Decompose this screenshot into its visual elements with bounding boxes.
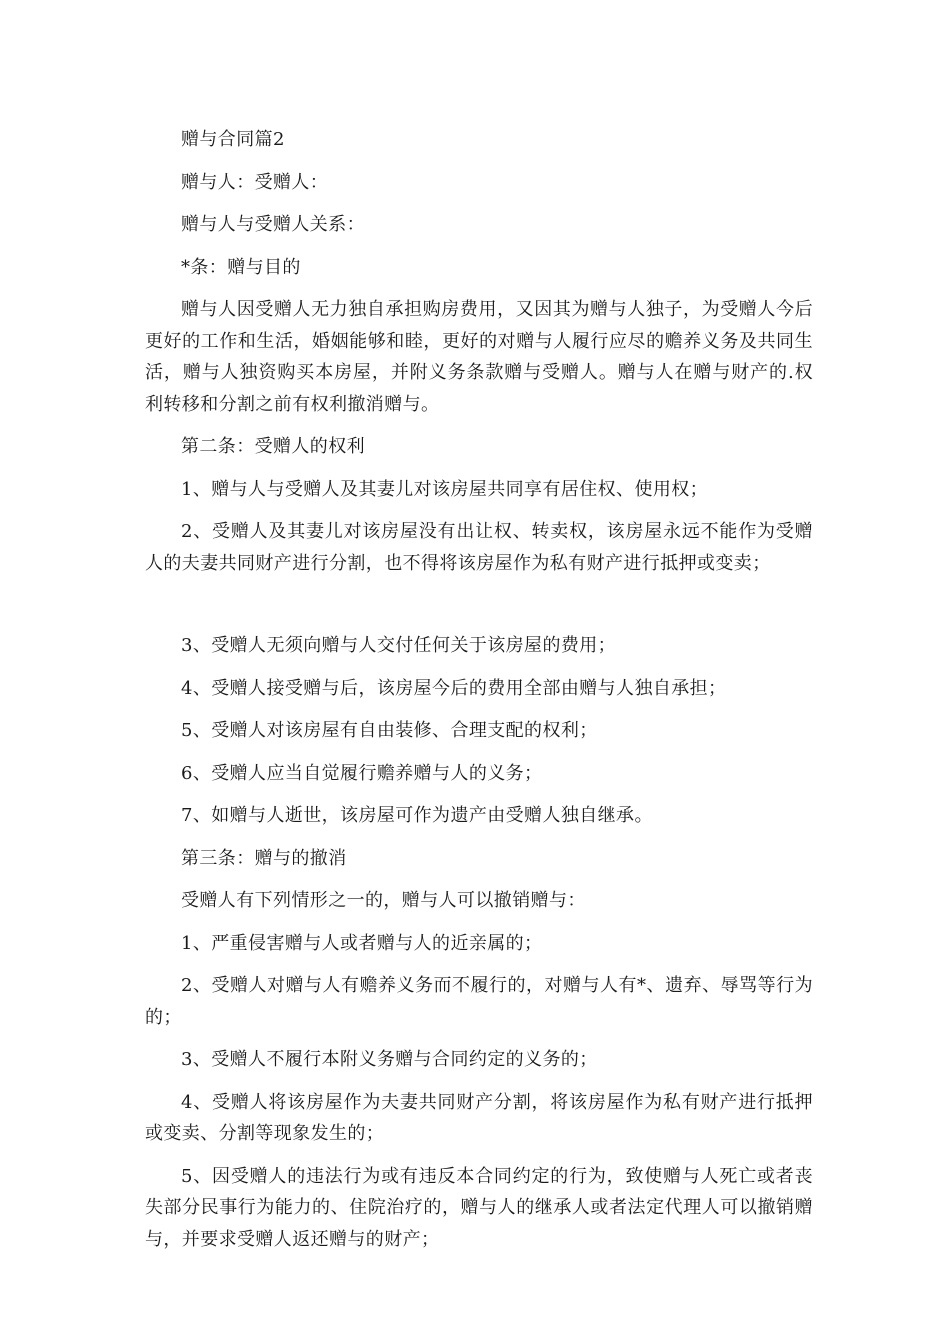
clause-item: 4、受赠人接受赠与后，该房屋今后的费用全部由赠与人独自承担；: [181, 677, 727, 699]
clause-item: 2、受赠人及其妻儿对该房屋没有出让权、转卖权，该房屋永远不能作为受赠人的夫妻共同财产进行分割，也不得将该房屋作为私有财产进行抵押或变卖；: [145, 521, 813, 574]
relationship-line: 赠与人与受赠人关系：: [181, 214, 365, 235]
clause-item: 5、受赠人对该房屋有自由装修、合理支配的权利；: [181, 720, 598, 741]
clause-item: 1、赠与人与受赠人及其妻儿对该房屋共同享有居住权、使用权；: [181, 478, 709, 500]
clause-item: 2、受赠人对赠与人有赡养义务而不履行的，对赠与人有*、遗弃、辱骂等行为的；: [145, 975, 813, 1028]
document-title: 赠与合同篇2: [181, 129, 285, 150]
clause-item: 7、如赠与人逝世，该房屋可作为遗产由受赠人独自继承。: [181, 805, 653, 826]
clause-item: 3、受赠人无须向赠与人交付任何关于该房屋的费用；: [181, 635, 617, 656]
clause-item: 3、受赠人不履行本附义务赠与合同约定的义务的；: [181, 1049, 598, 1070]
article-heading: 第三条：赠与的撤消: [181, 847, 347, 869]
article-heading: 第二条：受赠人的权利: [181, 436, 365, 457]
parties-line: 赠与人：受赠人：: [181, 171, 329, 193]
clause-item: 5、因受赠人的违法行为或有违反本合同约定的行为，致使赠与人死亡或者丧失部分民事行为能力的、住院治疗的，赠与人的继承人或者法定代理人可以撤销赠与，并要求受赠人返还赠与的财产；: [145, 1165, 813, 1250]
clause-item: 6、受赠人应当自觉履行赡养赠与人的义务；: [181, 762, 543, 784]
article-body: 受赠人有下列情形之一的，赠与人可以撤销赠与：: [181, 890, 586, 911]
clause-item: 1、严重侵害赠与人或者赠与人的近亲属的；: [181, 932, 543, 954]
document-page: [145, 124, 813, 1266]
article-body: 赠与人因受赠人无力独自承担购房费用，又因其为赠与人独子，为受赠人今后更好的工作和生活，婚姻能够和睦，更好的对赠与人履行应尽的赡养义务及共同生活，赠与人独资购买本房屋，并附义务条款赠与受赠人。赠与人在赠与财产的.权利转移和分割之前有权利撤消赠与。: [145, 299, 813, 415]
article-heading: *条：赠与目的: [181, 256, 301, 278]
clause-item: 4、受赠人将该房屋作为夫妻共同财产分割，将该房屋作为私有财产进行抵押或变卖、分割等现象发生的；: [145, 1091, 813, 1144]
